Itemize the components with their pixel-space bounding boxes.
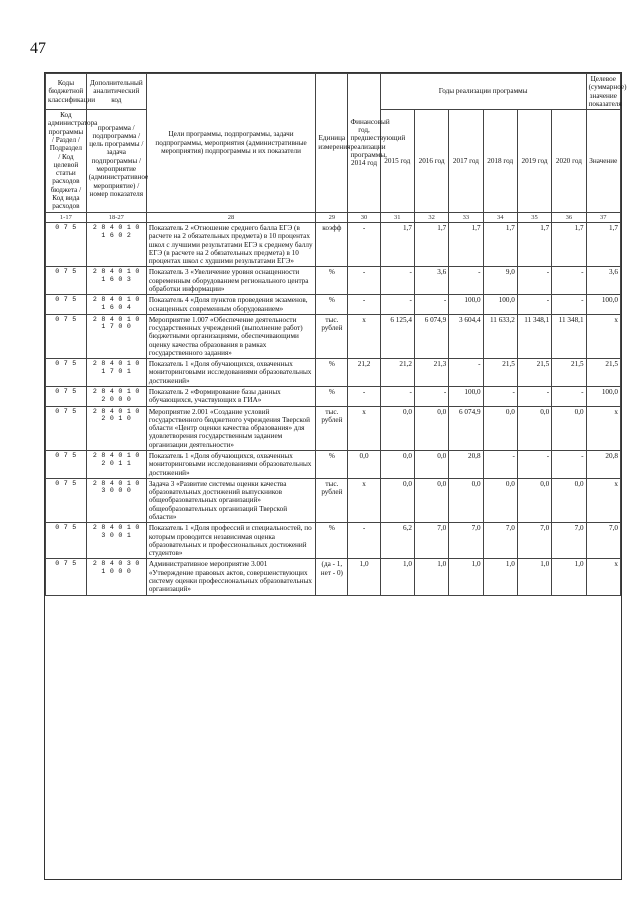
header-years: Годы реализации программы (380, 74, 586, 110)
column-number: 28 (146, 212, 315, 222)
header-base-year: Финансовый год, предшествующий реализации программы, 2014 год (348, 74, 380, 213)
cell-base: - (348, 267, 380, 295)
cell-v2018: 9,0 (483, 267, 517, 295)
cell-target: х (586, 478, 620, 522)
cell-v2020: 7,0 (552, 523, 586, 559)
cell-text: Административное мероприятие 3.001 «Утверждение правовых актов, совершенствующих систему оценки профессиональных образовательных организаций» (146, 559, 315, 595)
cell-extra: 2 8 4 0 1 0 2 0 1 0 (86, 406, 146, 450)
cell-unit: % (316, 267, 348, 295)
cell-v2020: 11 348,1 (552, 314, 586, 358)
cell-base: 0,0 (348, 451, 380, 479)
cell-codes: 0 7 5 (46, 451, 87, 479)
cell-extra: 2 8 4 0 1 0 1 7 0 1 (86, 359, 146, 387)
cell-v2015: - (380, 387, 414, 407)
cell-unit: % (316, 359, 348, 387)
cell-v2016: 1,7 (414, 222, 448, 266)
cell-base: 21,2 (348, 359, 380, 387)
subheader-target-value: Значение (586, 110, 620, 212)
cell-unit: тыс. рублей (316, 478, 348, 522)
cell-target: 1,7 (586, 222, 620, 266)
cell-v2017: 1,0 (449, 559, 483, 595)
cell-extra: 2 8 4 0 1 0 3 0 0 1 (86, 523, 146, 559)
cell-v2015: - (380, 267, 414, 295)
cell-v2017: 1,7 (449, 222, 483, 266)
cell-v2016: - (414, 295, 448, 315)
cell-v2020: - (552, 295, 586, 315)
cell-v2018: - (483, 451, 517, 479)
column-number: 32 (414, 212, 448, 222)
cell-text: Показатель 1 «Доля обучающихся, охваченных мониторинговыми исследованиями образовательных достижений» (146, 451, 315, 479)
cell-extra: 2 8 4 0 3 0 1 0 0 0 (86, 559, 146, 595)
cell-v2016: 7,0 (414, 523, 448, 559)
cell-text: Мероприятие 2.001 «Создание условий государственного бюджетного учреждения Тверской области «Центр оценки качества образования» для удовлетворения государственным заданием организации деятельности» (146, 406, 315, 450)
cell-v2019: 7,0 (517, 523, 551, 559)
column-number: 37 (586, 212, 620, 222)
cell-base: - (348, 295, 380, 315)
cell-base: 1,0 (348, 559, 380, 595)
cell-v2015: - (380, 295, 414, 315)
column-number: 30 (348, 212, 380, 222)
cell-base: - (348, 222, 380, 266)
cell-codes: 0 7 5 (46, 523, 87, 559)
cell-v2017: - (449, 267, 483, 295)
cell-codes: 0 7 5 (46, 387, 87, 407)
cell-v2015: 0,0 (380, 451, 414, 479)
cell-codes: 0 7 5 (46, 267, 87, 295)
table-row (46, 222, 621, 266)
cell-codes: 0 7 5 (46, 295, 87, 315)
cell-v2019: 0,0 (517, 406, 551, 450)
cell-v2015: 1,0 (380, 559, 414, 595)
subheader-2017: 2017 год (449, 110, 483, 212)
cell-text: Показатель 1 «Доля обучающихся, охваченных мониторинговыми исследованиями образовательных достижений» (146, 359, 315, 387)
cell-v2016: 0,0 (414, 406, 448, 450)
cell-target: 20,8 (586, 451, 620, 479)
cell-target: х (586, 559, 620, 595)
table-body (46, 222, 621, 595)
cell-v2015: 6 125,4 (380, 314, 414, 358)
column-number-row (46, 212, 621, 222)
table-row (46, 451, 621, 479)
cell-v2015: 21,2 (380, 359, 414, 387)
cell-v2020: 1,7 (552, 222, 586, 266)
cell-v2016: 0,0 (414, 451, 448, 479)
subheader-codes: Код администратора программы / Раздел / Подраздел / Код целевой статьи расходов бюджета / Код вида расходов (46, 110, 87, 212)
cell-v2020: 1,0 (552, 559, 586, 595)
header-target: Целевое (суммарное) значение показателя (586, 74, 620, 110)
column-number: 18-27 (86, 212, 146, 222)
table-row (46, 559, 621, 595)
cell-target: 21,5 (586, 359, 620, 387)
cell-v2017: 7,0 (449, 523, 483, 559)
cell-v2017: 20,8 (449, 451, 483, 479)
header-extra-code: Дополнительный аналитический код (86, 74, 146, 110)
cell-text: Показатель 2 «Формирование базы данных обучающихся, участвующих в ГИА» (146, 387, 315, 407)
cell-v2019: 1,7 (517, 222, 551, 266)
cell-v2018: - (483, 387, 517, 407)
subheader-2016: 2016 год (414, 110, 448, 212)
cell-v2015: 0,0 (380, 406, 414, 450)
cell-v2016: 3,6 (414, 267, 448, 295)
cell-text: Показатель 3 «Увеличение уровня оснащенности современным оборудованием регионального центра обработки информации» (146, 267, 315, 295)
cell-codes: 0 7 5 (46, 314, 87, 358)
cell-target: 100,0 (586, 295, 620, 315)
cell-v2019: 0,0 (517, 478, 551, 522)
subheader-2019: 2019 год (517, 110, 551, 212)
cell-v2018: 0,0 (483, 478, 517, 522)
cell-unit: тыс. рублей (316, 314, 348, 358)
cell-base: - (348, 523, 380, 559)
cell-v2020: 0,0 (552, 406, 586, 450)
cell-v2019: - (517, 295, 551, 315)
program-table-sheet (44, 72, 627, 880)
cell-text: Показатель 1 «Доля профессий и специальностей, по которым проводится независимая оценка образовательных и профессиональных достижений студентов» (146, 523, 315, 559)
cell-v2019: 11 348,1 (517, 314, 551, 358)
header-program: Цели программы, подпрограммы, задачи подпрограммы, мероприятия (административные мероприятия) подпрограммы и их показатели (146, 74, 315, 213)
cell-v2020: - (552, 387, 586, 407)
cell-v2018: 1,7 (483, 222, 517, 266)
subheader-2020: 2020 год (552, 110, 586, 212)
cell-codes: 0 7 5 (46, 359, 87, 387)
cell-unit: % (316, 523, 348, 559)
cell-v2018: 21,5 (483, 359, 517, 387)
table-row (46, 406, 621, 450)
table-row (46, 359, 621, 387)
subheader-extra-codes: программа / подпрограмма / цель программы / задача подпрограммы / мероприятие (административное мероприятие) / номер показателя (86, 110, 146, 212)
table-row (46, 523, 621, 559)
cell-v2019: - (517, 387, 551, 407)
cell-extra: 2 8 4 0 1 0 2 0 0 0 (86, 387, 146, 407)
cell-unit: % (316, 387, 348, 407)
page-number: 47 (30, 40, 46, 57)
cell-text: Показатель 4 «Доля пунктов проведения экзаменов, оснащенных современным оборудованием» (146, 295, 315, 315)
cell-v2019: - (517, 451, 551, 479)
cell-unit: % (316, 451, 348, 479)
cell-extra: 2 8 4 0 1 0 2 0 1 1 (86, 451, 146, 479)
cell-v2017: - (449, 359, 483, 387)
cell-codes: 0 7 5 (46, 406, 87, 450)
cell-v2018: 7,0 (483, 523, 517, 559)
column-number: 31 (380, 212, 414, 222)
column-number: 1-17 (46, 212, 87, 222)
table-row (46, 314, 621, 358)
column-number: 29 (316, 212, 348, 222)
cell-v2015: 6,2 (380, 523, 414, 559)
cell-unit: коэфф (316, 222, 348, 266)
cell-codes: 0 7 5 (46, 559, 87, 595)
subheader-2015: 2015 год (380, 110, 414, 212)
cell-text: Задача 3 «Развитие системы оценки качества образовательных достижений выпускников общеобразовательных организаций» общеобразовательных организаций Тверской области» (146, 478, 315, 522)
table-row (46, 387, 621, 407)
cell-base: х (348, 478, 380, 522)
cell-unit: (да - 1, нет - 0) (316, 559, 348, 595)
cell-v2020: 0,0 (552, 478, 586, 522)
cell-v2017: 6 074,9 (449, 406, 483, 450)
cell-extra: 2 8 4 0 1 0 1 7 0 0 (86, 314, 146, 358)
cell-target: х (586, 406, 620, 450)
cell-v2019: 21,5 (517, 359, 551, 387)
cell-v2015: 1,7 (380, 222, 414, 266)
cell-v2017: 0,0 (449, 478, 483, 522)
cell-v2016: - (414, 387, 448, 407)
column-number: 33 (449, 212, 483, 222)
cell-text: Показатель 2 «Отношение среднего балла ЕГЭ (в расчете на 2 обязательных предмета) в 10 процентах школ с лучшими результатами ЕГЭ к среднему баллу ЕГЭ (в расчете на 2 обязательных предмета) в 10 процентах школ с худшими результатами ЕГЭ» (146, 222, 315, 266)
cell-v2020: - (552, 267, 586, 295)
cell-v2020: - (552, 451, 586, 479)
cell-v2018: 1,0 (483, 559, 517, 595)
cell-unit: тыс. рублей (316, 406, 348, 450)
cell-v2018: 100,0 (483, 295, 517, 315)
cell-v2016: 1,0 (414, 559, 448, 595)
cell-codes: 0 7 5 (46, 478, 87, 522)
cell-v2017: 100,0 (449, 295, 483, 315)
cell-base: х (348, 314, 380, 358)
cell-extra: 2 8 4 0 1 0 1 6 0 4 (86, 295, 146, 315)
cell-target: 100,0 (586, 387, 620, 407)
cell-text: Мероприятие 1.007 «Обеспечение деятельности государственных учреждений (выполнение работ) бюджетными организациями, обеспечивающими оценку качества образования в рамках государственного задания» (146, 314, 315, 358)
cell-codes: 0 7 5 (46, 222, 87, 266)
cell-v2016: 21,3 (414, 359, 448, 387)
cell-extra: 2 8 4 0 1 0 1 6 0 3 (86, 267, 146, 295)
table-row (46, 478, 621, 522)
column-number: 35 (517, 212, 551, 222)
cell-v2019: 1,0 (517, 559, 551, 595)
cell-v2017: 3 604,4 (449, 314, 483, 358)
column-number: 34 (483, 212, 517, 222)
cell-target: 3,6 (586, 267, 620, 295)
cell-extra: 2 8 4 0 1 0 1 6 0 2 (86, 222, 146, 266)
column-number: 36 (552, 212, 586, 222)
program-indicators-table (45, 73, 627, 596)
subheader-2018: 2018 год (483, 110, 517, 212)
header-unit: Единица измерения (316, 74, 348, 213)
cell-unit: % (316, 295, 348, 315)
cell-v2016: 6 074,9 (414, 314, 448, 358)
cell-target: 7,0 (586, 523, 620, 559)
cell-extra: 2 8 4 0 1 0 3 0 0 0 (86, 478, 146, 522)
cell-v2018: 11 633,2 (483, 314, 517, 358)
cell-v2016: 0,0 (414, 478, 448, 522)
table-row (46, 267, 621, 295)
header-admin-codes: Коды бюджетной классификации (46, 74, 87, 110)
cell-v2018: 0,0 (483, 406, 517, 450)
cell-target: х (586, 314, 620, 358)
cell-v2020: 21,5 (552, 359, 586, 387)
cell-base: х (348, 406, 380, 450)
table-row (46, 295, 621, 315)
cell-base: - (348, 387, 380, 407)
cell-v2017: 100,0 (449, 387, 483, 407)
cell-v2019: - (517, 267, 551, 295)
cell-v2015: 0,0 (380, 478, 414, 522)
